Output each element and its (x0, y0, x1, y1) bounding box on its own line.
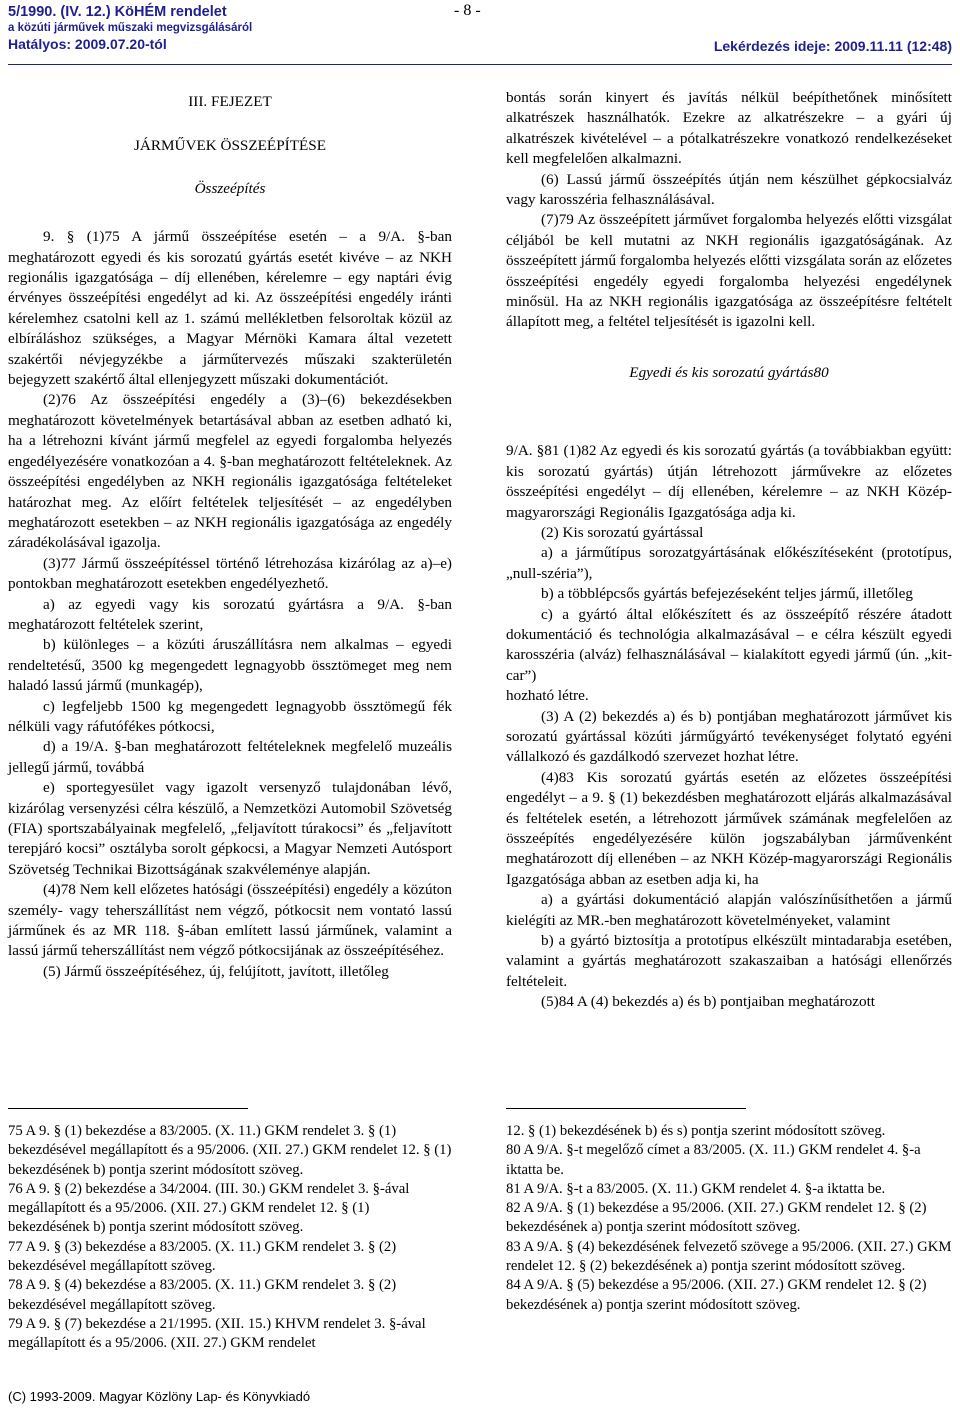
footnote: 82 A 9/A. § (1) bekezdése a 95/2006. (XII. 27.) GKM rendelet 12. § (2) bekezdésének a) pontja szerint módosított szöveg. (506, 1200, 927, 1236)
footnotes-right (506, 1122, 952, 1315)
chapter-heading: III. FEJEZET (188, 93, 272, 110)
paragraph-9-2: (2)76 Az összeépítési engedély a (3)–(6) bekezdésekben meghatározott követelmények betartásával abban az esetben adható ki, ha a létrehozni kívánt jármű megfelel az egyedi forgalomba helyezés engedélyezésére vonatkozóan a 4. §-ban meghatározott feltételeknek. Az összeépítési engedélyben az NKH regionális igazgatósága feltételeket határozhat meg. Az előírt feltételek teljesítését – az engedélyben meghatározott esetekben – az NKH regionális igazgatósága az engedély záradékolásával igazolja. (8, 391, 452, 552)
footnote-divider-right (506, 1108, 746, 1109)
list-item-a: a) a járműtípus sorozatgyártásának előkészítéseként (prototípus, „null-széria”), (506, 544, 952, 582)
left-column (8, 88, 452, 982)
paragraph-9a-5: (5)84 A (4) bekezdés a) és b) pontjaiban meghatározott (541, 993, 876, 1011)
footnote: 80 A 9/A. §-t megelőző címet a 83/2005. (X. 11.) GKM rendelet 4. §-a iktatta be. (506, 1142, 921, 1178)
page-number: - 8 - (454, 2, 481, 19)
list-tail: hozható létre. (506, 687, 589, 705)
paragraph-9-7: (7)79 Az összeépített járművet forgalomba helyezés előtti vizsgálat céljából be kell mutatni az NKH regionális igazgatóságának. Az összeépített jármű forgalomba helyezés előtti vizsgálata során az előzetes összeépítési engedély egyedi forgalomba helyezési engedélynek minősül. Ha az NKH regionális igazgatósága az összeépítésre feltételt állapított meg, a feltétel teljesítését is igazolni kell. (506, 211, 952, 331)
footnote: 12. § (1) bekezdésének b) és s) pontja szerint módosított szöveg. (506, 1123, 886, 1139)
footnote: 78 A 9. § (4) bekezdése a 83/2005. (X. 11.) GKM rendelet 3. § (2) bekezdésével megállapított szöveg. (8, 1277, 397, 1313)
list-item-e: e) sportegyesület vagy igazolt versenyző tulajdonában lévő, kizárólag versenyzési célra készülő, a Nemzetközi Automobil Szövetség (FIA) sportszabályainak megfelelő, „feljavított túrakocsi” és „feljavított terepjáró kocsi” osztályba sorolt gépkocsi, a Magyar Nemzeti Autósport Szövetség Technikai Bizottságának szakvéleménye alapján. (8, 779, 452, 878)
paragraph-9-5: (5) Jármű összeépítéséhez, új, felújított, javított, illetőleg (43, 962, 389, 980)
subsection-heading: Összeépítés (194, 179, 266, 197)
paragraph-9-1: 9. § (1)75 A jármű összeépítése esetén – a 9/A. §-ban meghatározott egyedi és kis sorozatú gyártás esetét kivéve – az NKH regionális igazgatósága – díj ellenében, kérelemre – egy naptári évig érvényes összeépítési engedélyt ad ki. Az összeépítési engedély iránti kérelemhez csatolni kell az 1. számú mellékletben felsoroltak közül az elbíráláshoz szükséges, a Magyar Mérnöki Kamara által vezetett szakértői névjegyzékbe a járműtervezés műszaki szakterületén bejegyzett szakértő által ellenjegyzett műszaki dokumentációt. (8, 228, 452, 389)
paragraph-continuation: bontás során kinyert és javítás nélkül beépíthetőnek minősített alkatrészek használhatók. Ezekre az alkatrészekre – a gyári új alkatrészek kivételével – a pótalkatrészekre vonatkozó rendelkezéseket kell megfelelően alkalmazni. (506, 89, 952, 168)
footnote: 75 A 9. § (1) bekezdése a 83/2005. (X. 11.) GKM rendelet 3. § (1) bekezdésével megállapított és a 95/2006. (XII. 27.) GKM rendelet 12. § (1) bekezdésének b) pontja szerint módosított szöveg. (8, 1123, 452, 1178)
paragraph-9a-4: (4)83 Kis sorozatú gyártás esetén az előzetes összeépítési engedélyt – a 9. § (1) bekezdésben meghatározott eljárás alkalmazásával és feltételek esetén, a létrehozott járművek számának megfelelően az összeépítés engedélyezésére külön jogszabályban járművenként meghatározott díj ellenében – az NKH Közép-magyarországi Regionális Igazgatósága abban az esetben adja ki, ha (506, 768, 952, 888)
subsection-heading-9a: Egyedi és kis sorozatú gyártás80 (629, 363, 829, 381)
list-item-c: c) legfeljebb 1500 kg megengedett legnagyobb össztömegű fék nélküli vagy ráfutófékes pótkocsi, (8, 697, 452, 735)
list-item-a: a) az egyedi vagy kis sorozatú gyártásra a 9/A. §-ban meghatározott feltételek szerint, (8, 595, 452, 633)
paragraph-9a-1: 9/A. §81 (1)82 Az egyedi és kis sorozatú gyártás (a továbbiakban együtt: kis sorozatú gyártás) útján létrehozott járművekre az előzetes összeépítési engedélyt – díj ellenében, kérelemre – az NKH Közép-magyarországi Regionális Igazgatósága adja ki. (506, 442, 952, 521)
section-heading: JÁRMŰVEK ÖSSZEÉPÍTÉSE (134, 137, 326, 155)
paragraph-9a-3: (3) A (2) bekezdés a) és b) pontjában meghatározott járművet kis sorozatú gyártással közúti járműgyártó tevékenységet folytató egyéni vállalkozó és gazdálkodó szervezet hozhat létre. (506, 707, 952, 766)
list-item-4a: a) a gyártási dokumentáció alapján valószínűsíthetően a jármű kielégíti az MR.-ben meghatározott követelményeket, valamint (506, 891, 952, 929)
effective-date: Hatályos: 2009.07.20-tól (8, 36, 167, 52)
query-time: Lekérdezés ideje: 2009.11.11 (12:48) (713, 38, 952, 54)
footnote: 81 A 9/A. §-t a 83/2005. (X. 11.) GKM rendelet 4. §-a iktatta be. (506, 1180, 886, 1197)
footnote: 76 A 9. § (2) bekezdése a 34/2004. (III. 30.) GKM rendelet 3. §-ával megállapított és a 95/2006. (XII. 27.) GKM rendelet 12. § (1) bekezdésének b) pontja szerint módosított szöveg. (8, 1180, 410, 1236)
footnote: 83 A 9/A. § (4) bekezdésének felvezető szövege a 95/2006. (XII. 27.) GKM rendelet 12. § (2) bekezdésének a) pontja szerint módosított szöveg. (506, 1238, 952, 1275)
document-title: 5/1990. (IV. 12.) KöHÉM rendelet (8, 4, 227, 20)
paragraph-9-6: (6) Lassú jármű összeépítés útján nem készülhet gépkocsialváz vagy karosszéria felhasználásával. (506, 170, 952, 209)
header-divider (8, 64, 952, 65)
list-item-c: c) a gyártó által előkészített és az összeépítő részére átadott dokumentáció és technológia alkalmazásával – e célra készült egyedi karosszéria (alváz) felhasználásával – kialakított egyedi jármű (ún. „kit-car”) (506, 605, 952, 684)
list-item-4b: b) a gyártó biztosítja a prototípus elkészült mintadarabja esetében, valamint a gyártás meghatározott szakaszaiban a hatósági ellenőrzés feltételeit. (506, 932, 952, 990)
list-item-b: b) különleges – a közúti áruszállításra nem alkalmas – egyedi rendeltetésű, 3500 kg megengedett legnagyobb össztömeget meg nem haladó lassú jármű (munkagép), (8, 636, 452, 695)
paragraph-9-3: (3)77 Jármű összeépítéssel történő létrehozása kizárólag az a)–e) pontokban meghatározott esetekben engedélyezhető. (8, 554, 452, 593)
footnote-divider-left (8, 1108, 248, 1109)
list-item-d: d) a 19/A. §-ban meghatározott feltételeknek megfelelő muzeális jellegű jármű, továbbá (8, 738, 452, 776)
footnote: 84 A 9/A. § (5) bekezdése a 95/2006. (XII. 27.) GKM rendelet 12. § (2) bekezdésének a) pontja szerint módosított szöveg. (506, 1277, 927, 1313)
footnote: 77 A 9. § (3) bekezdése a 83/2005. (X. 11.) GKM rendelet 3. § (2) bekezdésével megállapított szöveg. (8, 1238, 397, 1275)
list-item-b: b) a többlépcsős gyártás befejezéseként teljes jármű, illetőleg (541, 585, 913, 603)
document-subtitle: a közúti járművek műszaki megvizsgálásáról (8, 22, 253, 34)
footnote: 79 A 9. § (7) bekezdése a 21/1995. (XII. 15.) KHVM rendelet 3. §-ával megállapított és a 95/2006. (XII. 27.) GKM rendelet (8, 1315, 426, 1352)
paragraph-9-4: (4)78 Nem kell előzetes hatósági (összeépítési) engedély a közúton személy- vagy teherszállítást nem végző, pótkocsit nem vontató lassú járműnek és az MR 118. §-ában említett lassú járműnek, valamint a lassú jármű teherszállítást nem végző pótkocsijának az összeépítéséhez. (8, 881, 452, 960)
copyright-footer: (C) 1993-2009. Magyar Közlöny Lap- és Könyvkiadó (8, 1389, 311, 1404)
footnotes-left (8, 1122, 452, 1354)
right-column (506, 88, 952, 1013)
paragraph-9a-2: (2) Kis sorozatú gyártással (541, 523, 704, 541)
